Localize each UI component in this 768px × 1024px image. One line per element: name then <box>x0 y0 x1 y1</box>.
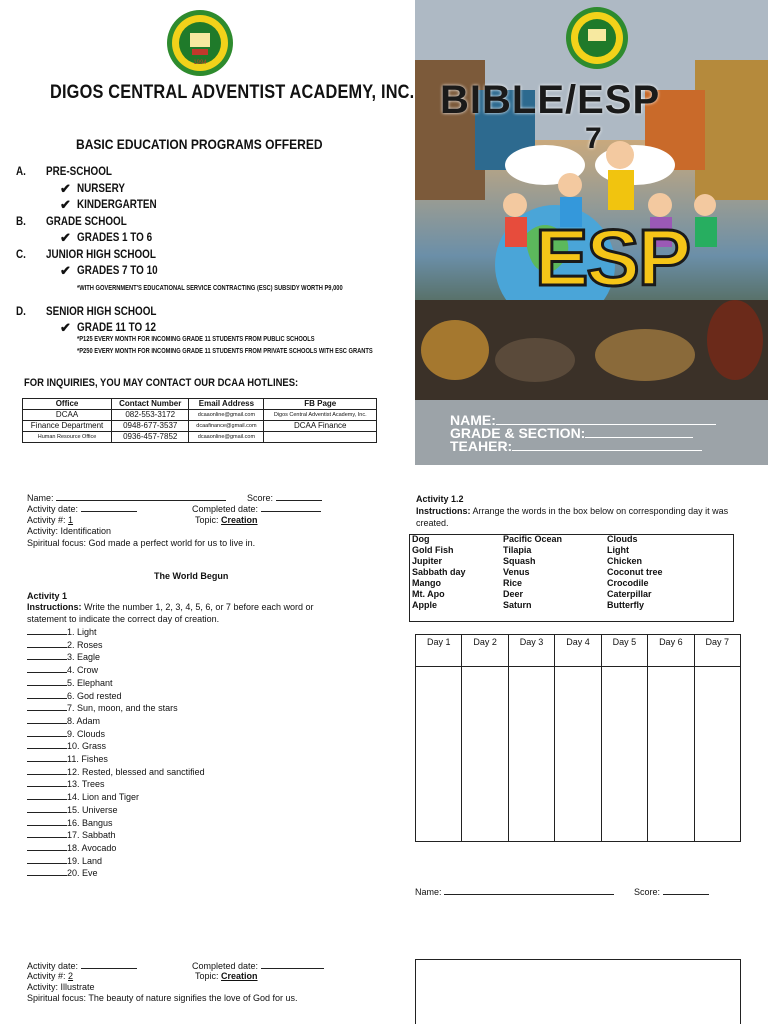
program-a-letter: A. <box>16 166 26 178</box>
fb-cell <box>264 432 377 443</box>
answer-blank[interactable] <box>27 634 67 635</box>
day-answer-cell[interactable] <box>555 667 601 842</box>
day-header: Day 6 <box>648 635 694 667</box>
day-answer-cell[interactable] <box>601 667 647 842</box>
topic-value: Creation <box>221 971 258 981</box>
word-column-2 <box>503 534 562 611</box>
program-a-item: NURSERY <box>77 183 125 195</box>
item-text: 4. Crow <box>67 665 99 676</box>
column-header: FB Page <box>264 399 377 410</box>
word-item: Chicken <box>607 556 643 566</box>
item-text: 15. Universe <box>67 804 118 815</box>
activity-no-label: Activity #: <box>27 971 66 981</box>
score-field[interactable] <box>276 500 322 501</box>
email-cell: dcaafinance@gmail.com <box>189 421 264 432</box>
list-item <box>27 766 205 779</box>
answer-blank[interactable] <box>27 799 67 800</box>
list-item <box>27 664 205 677</box>
cover-teacher-text: TEAHER: <box>450 438 513 454</box>
answer-blank[interactable] <box>27 710 67 711</box>
completed-date-label: Completed date: <box>192 961 259 971</box>
list-item <box>27 791 205 804</box>
word-item: Mango <box>412 578 441 588</box>
program-a-label: PRE-SCHOOL <box>46 166 112 178</box>
answer-blank[interactable] <box>27 723 67 724</box>
days-header-row <box>416 635 741 667</box>
item-text: 9. Clouds <box>67 728 106 739</box>
list-item <box>27 829 205 842</box>
activity-date-field[interactable] <box>81 511 137 512</box>
word-item: Venus <box>503 567 530 577</box>
school-name: DIGOS CENTRAL ADVENTIST ACADEMY, INC. <box>50 82 415 103</box>
activity12-heading: Activity 1.2 <box>416 494 464 504</box>
program-c-label: JUNIOR HIGH SCHOOL <box>46 249 156 261</box>
answer-blank[interactable] <box>27 786 67 787</box>
check-icon: ✔ <box>60 320 71 335</box>
a12-score-row <box>634 886 709 899</box>
score-label: Score: <box>634 887 661 897</box>
activity-type: Activity: Illustrate <box>27 982 95 992</box>
answer-blank[interactable] <box>27 685 67 686</box>
list-item <box>27 817 205 830</box>
instructions-line2: statement to indicate the correct day of creation. <box>27 614 220 624</box>
answer-blank[interactable] <box>27 774 67 775</box>
program-d-note: *P125 EVERY MONTH FOR INCOMING GRADE 11 STUDENTS FROM PUBLIC SCHOOLS <box>77 336 315 343</box>
word-item: Apple <box>412 600 438 610</box>
a12-name-row <box>415 886 614 899</box>
instructions-label: Instructions: <box>27 602 82 612</box>
word-item: Jupiter <box>412 556 443 566</box>
check-icon: ✔ <box>60 263 71 278</box>
list-item <box>27 778 205 791</box>
program-d-note: *P250 EVERY MONTH FOR INCOMING GRADE 11 STUDENTS FROM PRIVATE SCHOOLS WITH ESC GRANTS <box>77 348 373 355</box>
day-header: Day 4 <box>555 635 601 667</box>
answer-blank[interactable] <box>27 863 67 864</box>
activity-no: 1 <box>68 515 74 525</box>
activity-date-field[interactable] <box>81 968 137 969</box>
item-text: 19. Land <box>67 855 103 866</box>
activity-no-label: Activity #: <box>27 515 66 525</box>
word-item: Butterfly <box>607 600 645 610</box>
item-text: 13. Trees <box>67 779 105 790</box>
program-c-item: GRADES 7 TO 10 <box>77 265 158 277</box>
topic-label: Topic: <box>195 515 219 525</box>
day-answer-cell[interactable] <box>694 667 740 842</box>
list-item <box>27 690 205 703</box>
name-field[interactable] <box>56 500 226 501</box>
item-text: 3. Eagle <box>67 652 101 663</box>
score-label: Score: <box>247 493 274 503</box>
item-text: 18. Avocado <box>67 842 117 853</box>
list-item <box>27 639 205 652</box>
cover-grade: 7 <box>585 122 602 155</box>
spiritual-focus: Spiritual focus: The beauty of nature signifies the love of God for us. <box>27 993 298 1003</box>
list-item <box>27 855 205 868</box>
answer-blank[interactable] <box>27 761 67 762</box>
fb-cell: Digos Central Adventist Academy, Inc. <box>264 410 377 421</box>
column-header: Office <box>23 399 112 410</box>
answer-blank[interactable] <box>27 837 67 838</box>
hotlines-table <box>22 398 377 443</box>
day-header: Day 2 <box>462 635 508 667</box>
contact-cell: 082-553-3172 <box>112 410 189 421</box>
word-item: Caterpillar <box>607 589 652 599</box>
list-item <box>27 867 205 880</box>
column-header: Email Address <box>189 399 264 410</box>
word-item: Crocodile <box>607 578 649 588</box>
contact-cell: 0936-457-7852 <box>112 432 189 443</box>
item-text: 5. Elephant <box>67 677 113 688</box>
activity-type: Activity: Identification <box>27 526 112 536</box>
activity-date-label: Activity date: <box>27 961 79 971</box>
column-header: Contact Number <box>112 399 189 410</box>
program-c-letter: C. <box>16 249 26 261</box>
item-text: 8. Adam <box>67 715 101 726</box>
worksheet-title: The World Begun <box>154 571 229 581</box>
list-item <box>27 677 205 690</box>
topic-label: Topic: <box>195 971 219 981</box>
ws2-topic-row <box>195 970 258 983</box>
topic-value: Creation <box>221 515 258 525</box>
ws1-topic-row <box>195 514 258 527</box>
esp-logo-text: ESP <box>535 213 690 302</box>
office-cell: Finance Department <box>23 421 112 432</box>
spiritual-focus: Spiritual focus: God made a perfect world for us to live in. <box>27 538 256 548</box>
name-label: Name: <box>415 887 442 897</box>
day-header: Day 3 <box>508 635 554 667</box>
score-field[interactable] <box>663 894 709 895</box>
teacher-line <box>512 450 702 451</box>
word-item: Dog <box>412 534 430 544</box>
list-item <box>27 626 205 639</box>
word-item: Coconut tree <box>607 567 663 577</box>
word-item: Deer <box>503 589 524 599</box>
name-label: Name: <box>27 493 54 503</box>
programs-title: BASIC EDUCATION PROGRAMS OFFERED <box>76 136 323 152</box>
instructions-label: Instructions: <box>416 506 471 516</box>
office-cell: Human Resource Office <box>23 432 112 443</box>
activity-no: 2 <box>68 971 74 981</box>
list-item <box>27 842 205 855</box>
instructions-line1 <box>27 601 314 614</box>
list-item <box>27 753 205 766</box>
instructions-text: Write the number 1, 2, 3, 4, 5, 6, or 7 before each word or <box>84 602 314 612</box>
days-table <box>415 634 741 842</box>
check-icon: ✔ <box>60 181 71 196</box>
answer-blank[interactable] <box>27 812 67 813</box>
activity-heading: Activity 1 <box>27 591 68 601</box>
day-header: Day 1 <box>416 635 462 667</box>
item-text: 16. Bangus <box>67 817 113 828</box>
answer-blank[interactable] <box>27 698 67 699</box>
item-text: 6. God rested <box>67 690 122 701</box>
answer-blank[interactable] <box>27 875 67 876</box>
word-item: Gold Fish <box>412 545 454 555</box>
fb-cell: DCAA Finance <box>264 421 377 432</box>
word-item: Clouds <box>607 534 638 544</box>
list-item <box>27 804 205 817</box>
word-item: Mt. Apo <box>412 589 445 599</box>
word-item: Squash <box>503 556 536 566</box>
answer-blank[interactable] <box>27 825 67 826</box>
email-cell: dcaaonline@gmail.com <box>189 410 264 421</box>
list-item <box>27 740 205 753</box>
answer-blank[interactable] <box>27 647 67 648</box>
day-answer-cell[interactable] <box>648 667 694 842</box>
identification-list <box>27 626 205 880</box>
table-row <box>23 432 377 443</box>
word-item: Light <box>607 545 629 555</box>
word-column-1 <box>412 534 466 611</box>
word-column-3 <box>607 534 663 611</box>
check-icon: ✔ <box>60 230 71 245</box>
item-text: 14. Lion and Tiger <box>67 792 140 803</box>
word-item: Pacific Ocean <box>503 534 563 544</box>
days-answer-row <box>416 667 741 842</box>
illustration-box[interactable] <box>415 959 741 1024</box>
item-text: 20. Eve <box>67 868 98 879</box>
list-item <box>27 651 205 664</box>
cover-grade-text: GRADE & SECTION: <box>450 425 586 441</box>
book-cover <box>415 0 768 465</box>
program-b-item: GRADES 1 TO 6 <box>77 232 153 244</box>
program-a-item: KINDERGARTEN <box>77 199 157 211</box>
activity12-instructions-line2: created. <box>416 518 449 528</box>
program-d-letter: D. <box>16 306 26 318</box>
answer-blank[interactable] <box>27 659 67 660</box>
name-field[interactable] <box>444 894 614 895</box>
cover-name-text: NAME: <box>450 412 496 428</box>
word-item: Tilapia <box>503 545 532 555</box>
cover-teacher-label <box>450 438 702 454</box>
day-header: Day 7 <box>694 635 740 667</box>
program-c-note: *WITH GOVERNMENT'S EDUCATIONAL SERVICE CONTRACTING (ESC) SUBSIDY WORTH P9,000 <box>77 285 343 292</box>
list-item <box>27 702 205 715</box>
table-header-row <box>23 399 377 410</box>
answer-blank[interactable] <box>27 748 67 749</box>
office-cell: DCAA <box>23 410 112 421</box>
list-item <box>27 728 205 741</box>
table-row <box>23 410 377 421</box>
day-answer-cell[interactable] <box>508 667 554 842</box>
instructions-text: Arrange the words in the box below on corresponding day it was <box>472 506 729 516</box>
program-d-item: GRADE 11 TO 12 <box>77 322 156 334</box>
answer-blank[interactable] <box>27 736 67 737</box>
check-icon: ✔ <box>60 197 71 212</box>
day-answer-cell[interactable] <box>462 667 508 842</box>
completed-date-field[interactable] <box>261 511 321 512</box>
item-text: 17. Sabbath <box>67 830 116 841</box>
school-logo <box>163 9 237 77</box>
item-text: 7. Sun, moon, and the stars <box>67 703 178 714</box>
hotlines-title: FOR INQUIRIES, YOU MAY CONTACT OUR DCAA HOTLINES: <box>24 377 299 389</box>
item-text: 1. Light <box>67 627 97 637</box>
svg-text:1994: 1994 <box>193 60 207 66</box>
day-answer-cell[interactable] <box>416 667 462 842</box>
program-b-label: GRADE SCHOOL <box>46 216 127 228</box>
word-item: Sabbath day <box>412 567 466 577</box>
item-text: 12. Rested, blessed and sanctified <box>67 766 205 777</box>
word-item: Rice <box>503 578 523 588</box>
activity12-instructions-line1 <box>416 505 728 518</box>
program-b-letter: B. <box>16 216 26 228</box>
program-d-label: SENIOR HIGH SCHOOL <box>46 306 157 318</box>
day-header: Day 5 <box>601 635 647 667</box>
completed-date-label: Completed date: <box>192 504 259 514</box>
list-item <box>27 715 205 728</box>
item-text: 10. Grass <box>67 741 107 752</box>
cover-title: BIBLE/ESP <box>440 78 661 122</box>
completed-date-field[interactable] <box>261 968 324 969</box>
answer-blank[interactable] <box>27 850 67 851</box>
activity-date-label: Activity date: <box>27 504 79 514</box>
email-cell: dcaaonline@gmail.com <box>189 432 264 443</box>
item-text: 11. Fishes <box>67 754 108 765</box>
word-item: Saturn <box>503 600 532 610</box>
item-text: 2. Roses <box>67 639 103 650</box>
contact-cell: 0948-677-3537 <box>112 421 189 432</box>
table-row <box>23 421 377 432</box>
answer-blank[interactable] <box>27 672 67 673</box>
